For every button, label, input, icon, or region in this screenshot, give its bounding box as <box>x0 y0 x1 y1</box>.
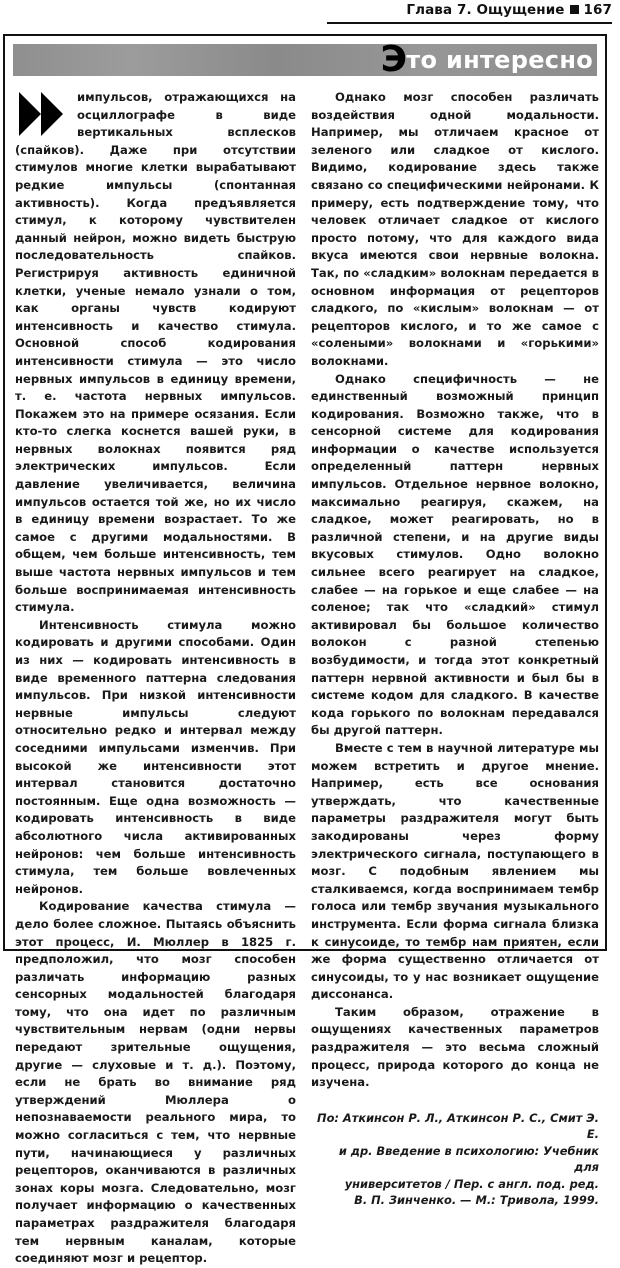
running-head <box>327 0 612 24</box>
source-citation <box>311 1110 599 1209</box>
sidebar-banner <box>13 39 597 80</box>
page-number: 167 <box>583 2 612 18</box>
left-column <box>15 89 296 1268</box>
paragraph: Вместе с тем в научной литературе мы можем встретить и другое мнение. Например, есть все основания утверждать, что качественные параметры раздражителя могут быть закодированы через форму электрического сигнала, поступающего в мозг. С подобным явлением мы сталкиваемся, когда воспринимаем тембр голоса или тембр звучания музыкального инструмента. Если форма сигнала близка к синусоиде, то тембр нам приятен, если же форма существенно отличается от синусоиды, то у нас возникает ощущение диссонанса. <box>311 740 599 1002</box>
paragraph: Однако мозг способен различать воздействия одной модальности. Например, мы отличаем красное от зеленого или сладкое от кислого. Видимо, кодирование здесь также связано со специфическими нейронами. К примеру, есть подтверждение тому, что человек отличает сладкое от кислого просто потому, что для каждого вида вкуса имеются свои нервные волокна. Так, по «сладким» волокнам передается в основном информация от рецепторов сладкого, по «кислым» волокнам — от рецепторов кислого, и то же самое с «солеными» волокнами и «горькими» волокнами. <box>311 90 599 368</box>
paragraph: Таким образом, отражение в ощущениях качественных параметров раздражителя — это весьма сложный процесс, природа которого до конца не изучена. <box>311 1004 599 1090</box>
citation-line: и др. Введение в психологию: Учебник для <box>338 1143 599 1175</box>
citation-line: В. П. Зинченко. — М.: Тривола, 1999. <box>354 1193 599 1208</box>
chapter-title: Глава 7. Ощущение <box>406 2 565 18</box>
banner-rest: то интересно <box>406 46 593 74</box>
paragraph: Однако специфичность — не единственный возможный принцип кодирования. Возможно также, что в сенсорной системе для кодирования информации о качестве используется определенный паттерн нервных импульсов. Отдельное нервное волокно, максимально реагируя, скажем, на сладкое, может реагировать, но в различной степени, и на другие виды вкусовых стимулов. Одно волокно сильнее всего реагирует на сладкое, слабее — на горькое и еще слабее — на соленое; так что «сладкий» стимул активировал бы большое количество волокон с разной степенью возбудимости, и тогда этот конкретный паттерн нервной активности и был бы в системе кодом для сладкого. В качестве кода горького по волокнам передавался бы другой паттерн. <box>311 371 599 738</box>
banner-initial: Э <box>380 39 408 80</box>
paragraph: Интенсивность стимула можно кодировать и другими способами. Один из них — кодировать интенсивность в виде временного паттерна следования импульсов. При низкой интенсивности нервные импульсы следуют относительно редко и интервал между соседними импульсами изменчив. При высокой же интенсивности этот интервал становится достаточно постоянным. Еще одна возможность — кодировать интенсивность в виде абсолютного числа активированных нейронов: чем больше интенсивность стимула, тем больше вовлеченных нейронов. <box>15 617 296 896</box>
square-bullet-icon <box>570 5 579 14</box>
banner-title <box>380 39 593 80</box>
right-column <box>311 89 599 1209</box>
citation-line: По: Аткинсон Р. Л., Аткинсон Р. С., Смит Э. Е. <box>317 1110 599 1142</box>
sidebar-box <box>3 34 607 1266</box>
citation-line: университетов / Пер. с англ. под. ред. <box>344 1176 599 1191</box>
paragraph: импульсов, отражающихся на осциллографе в виде вертикальных всплесков (спайков). Даже при отсутствии стимулов многие клетки вырабатывают редкие импульсы (спонтанная активность). Когда предъявляется стимул, к которому чувствителен данный нейрон, можно видеть быструю последовательность спайков. Регистрируя активность единичной клетки, ученые немало узнали о том, как органы чувств кодируют интенсивность и качество стимула. Основной способ кодирования интенсивности стимула — это число нервных импульсов в единицу времени, т. е. частота нервных импульсов. Покажем это на примере осязания. Если кто-то слегка коснется вашей руки, в нервных волокнах появится ряд электрических импульсов. Если давление увеличивается, величина импульсов остается той же, но их число в единицу времени возрастает. То же самое с другими модальностями. В общем, чем больше интенсивность, тем выше частота нервных импульсов и тем больше воспринимаемая интенсивность стимула. <box>15 90 296 615</box>
paragraph: Кодирование качества стимула — дело более сложное. Пытаясь объяснить этот процесс, И. Мюллер в 1825 г. предположил, что мозг способен различать информацию разных сенсорных модальностей благодаря тому, что она идет по различным чувствительным нервам (одни нервы передают зрительные ощущения, другие — слуховые и т. д.). Поэтому, если не брать во внимание ряд утверждений Мюллера о непознаваемости реального мира, то можно согласиться с тем, что нервные пути, начинающиеся у различных рецепторов, оканчиваются в различных зонах коры мозга. Следовательно, мозг получает информацию о качественных параметрах раздражителя благодаря тем нервным каналам, которые соединяют мозг и рецептор. <box>15 899 296 1266</box>
double-arrow-right-icon <box>19 92 69 138</box>
